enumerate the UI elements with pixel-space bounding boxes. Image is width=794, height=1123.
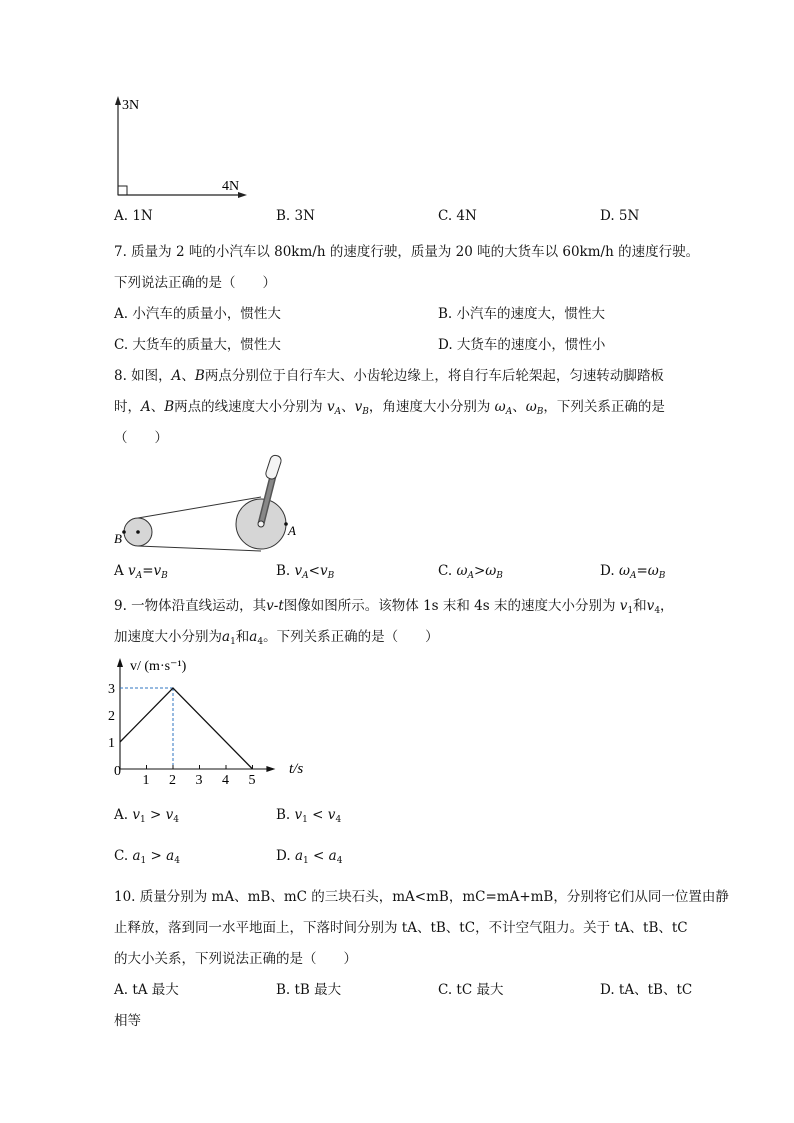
vt-x-tick-label: 2 xyxy=(169,773,176,787)
vt-origin-label: 0 xyxy=(114,764,121,779)
q8-stem-line3: （ ） xyxy=(114,430,168,446)
point-a-label: A xyxy=(288,523,296,538)
q7-stem-line2: 下列说法正确的是（ ） xyxy=(114,275,276,291)
q6-option-b[interactable]: B. 3N xyxy=(276,208,315,224)
vt-y-axis-arrow xyxy=(117,658,123,667)
q10-stem-line3: 的大小关系，下列说法正确的是（ ） xyxy=(114,951,357,967)
q7-option-a[interactable]: A. 小汽车的质量小，惯性大 xyxy=(114,306,281,322)
vt-x-tick-label: 1 xyxy=(142,773,150,787)
q6-option-c[interactable]: C. 4N xyxy=(438,208,477,224)
force-diagram xyxy=(108,92,258,204)
q9-stem-line2: 加速度大小分别为$a_1$和$a_4$。下列关系正确的是（ ） xyxy=(114,629,439,647)
q10-option-d-continuation: 相等 xyxy=(114,1013,141,1029)
q6-option-a[interactable]: A. 1N xyxy=(114,208,153,224)
vt-xlabel: t/s xyxy=(289,761,304,777)
q7-option-c[interactable]: C. 大货车的质量大，惯性大 xyxy=(114,337,281,353)
q10-option-a[interactable]: A. tA 最大 xyxy=(114,982,179,998)
vt-x-tick-label: 3 xyxy=(195,773,203,787)
q10-stem-line2: 止释放，落到同一水平地面上，下落时间分别为 tA、tB、tC，不计空气阻力。关于 tA、tB、tC xyxy=(114,920,688,936)
q8-option-d[interactable]: D. $\omega_A=\omega_B$ xyxy=(600,563,666,581)
q9-option-c[interactable]: C. $a_1 > a_4$ xyxy=(114,848,180,866)
q7-option-b[interactable]: B. 小汽车的速度大，惯性大 xyxy=(438,306,606,322)
q8-option-b[interactable]: B. $v_A<v_B$ xyxy=(276,563,335,581)
force-label-3n: 3N xyxy=(122,98,140,113)
vt-series-line xyxy=(120,688,253,769)
q10-option-d[interactable]: D. tA、tB、tC xyxy=(600,982,693,998)
vt-y-tick-label: 2 xyxy=(108,709,115,724)
vt-x-axis-arrow xyxy=(266,766,275,772)
q8-option-c[interactable]: C. $\omega_A>\omega_B$ xyxy=(438,563,503,581)
q8-stem-line2: 时，A、B两点的线速度大小分别为 $v_A$、$v_B$，角速度大小分别为 $\omega_A$、$\omega_B$，下列关系正确的是 xyxy=(114,399,665,417)
bicycle-gear-diagram xyxy=(108,450,308,558)
q9-option-a[interactable]: A. $v_1 > v_4$ xyxy=(114,807,179,825)
q10-option-c[interactable]: C. tC 最大 xyxy=(438,982,504,998)
q9-stem-line1: 9. 一物体沿直线运动，其v-t图像如图所示。该物体 1s 末和 4s 末的速度大小分别为 $v_1$和$v_4$， xyxy=(114,598,674,616)
vt-y-tick-label: 1 xyxy=(108,736,115,751)
q9-option-b[interactable]: B. $v_1 < v_4$ xyxy=(276,807,342,825)
q9-option-d[interactable]: D. $a_1 < a_4$ xyxy=(276,848,343,866)
vt-y-tick-label: 3 xyxy=(108,682,115,697)
vt-ylabel: v/ (m·s⁻¹) xyxy=(130,659,187,674)
q6-option-d[interactable]: D. 5N xyxy=(600,208,640,224)
q7-stem-line1: 7. 质量为 2 吨的小汽车以 80km/h 的速度行驶，质量为 20 吨的大货车以 60km/h 的速度行驶。 xyxy=(114,244,700,260)
q8-stem-line1: 8. 如图，A、B两点分别位于自行车大、小齿轮边缘上，将自行车后轮架起，匀速转动脚踏板 xyxy=(114,368,664,384)
force-label-4n: 4N xyxy=(222,179,240,194)
vt-x-tick-label: 5 xyxy=(248,773,256,787)
vt-x-tick-label: 4 xyxy=(222,773,229,787)
vt-chart xyxy=(108,652,318,787)
q7-option-d[interactable]: D. 大货车的速度小，惯性小 xyxy=(438,337,606,353)
q8-option-a[interactable]: A $v_A=v_B$ xyxy=(114,563,168,581)
q10-stem-line1: 10. 质量分别为 mA、mB、mC 的三块石头，mA<mB，mC=mA+mB，分别将它们从同一位置由静 xyxy=(114,889,729,905)
q10-option-b[interactable]: B. tB 最大 xyxy=(276,982,342,998)
point-b-label: B xyxy=(114,531,122,546)
